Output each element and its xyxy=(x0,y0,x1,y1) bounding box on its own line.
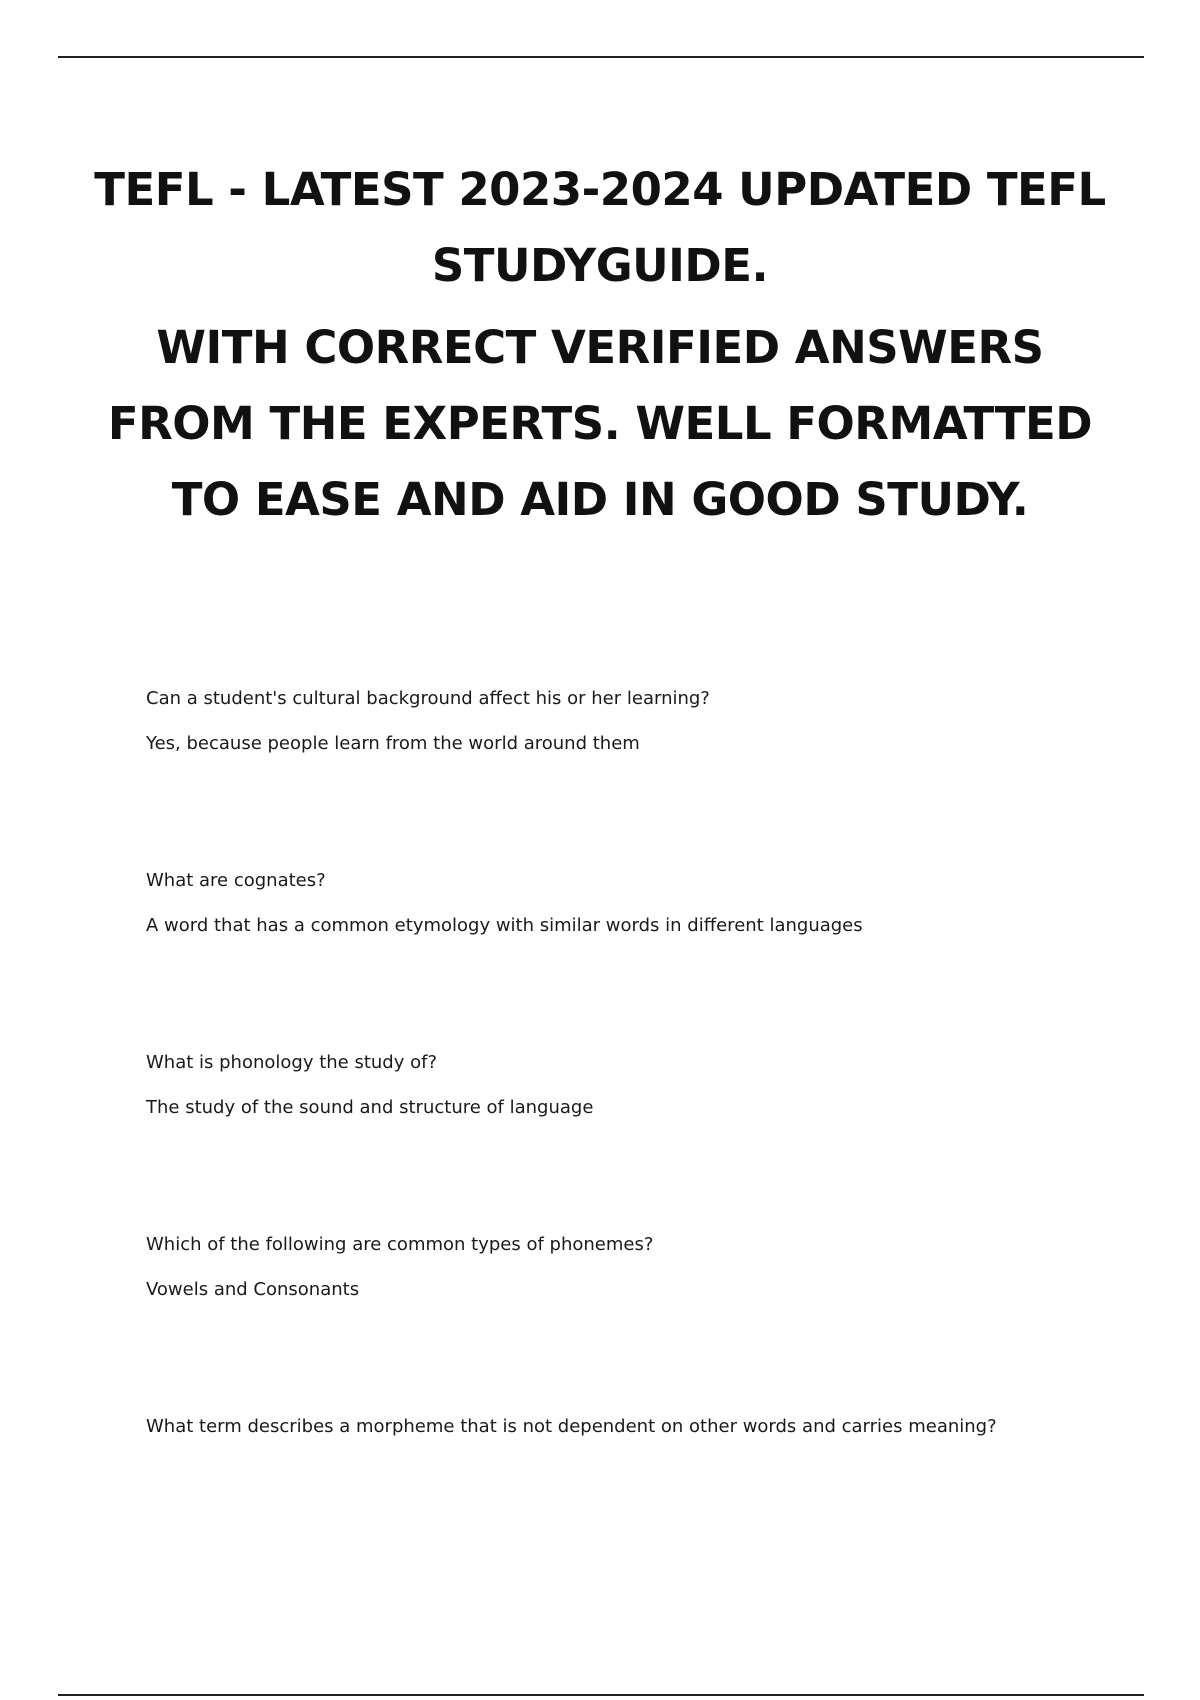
answer-text: A word that has a common etymology with similar words in different languages xyxy=(146,915,863,936)
subtitle-line-1: WITH CORRECT VERIFIED ANSWERS xyxy=(156,321,1044,374)
qa-item-4 xyxy=(146,1232,1146,1303)
subtitle-line-3: TO EASE AND AID IN GOOD STUDY. xyxy=(171,473,1029,526)
title-line-1: TEFL - LATEST 2023-2024 UPDATED TEFL xyxy=(94,163,1106,216)
answer-text: Vowels and Consonants xyxy=(146,1279,360,1300)
question-text: What term describes a morpheme that is not dependent on other words and carries meaning? xyxy=(146,1416,997,1437)
footer-rule xyxy=(58,1694,1144,1696)
subtitle-line-2: FROM THE EXPERTS. WELL FORMATTED xyxy=(107,397,1093,450)
qa-item-3 xyxy=(146,1050,1146,1121)
question-text: What is phonology the study of? xyxy=(146,1052,438,1073)
answer-text: Yes, because people learn from the world around them xyxy=(146,733,640,754)
question-text: What are cognates? xyxy=(146,870,326,891)
document-subtitle xyxy=(60,310,1140,538)
question-text: Which of the following are common types of phonemes? xyxy=(146,1234,654,1255)
qa-item-1 xyxy=(146,686,1146,757)
header-rule xyxy=(58,56,1144,58)
answer-text: The study of the sound and structure of language xyxy=(146,1097,594,1118)
qa-item-2 xyxy=(146,868,1146,939)
question-text: Can a student's cultural background affect his or her learning? xyxy=(146,688,710,709)
document-title xyxy=(60,152,1140,304)
title-line-2: STUDYGUIDE. xyxy=(431,239,769,292)
qa-item-5 xyxy=(146,1414,1146,1440)
